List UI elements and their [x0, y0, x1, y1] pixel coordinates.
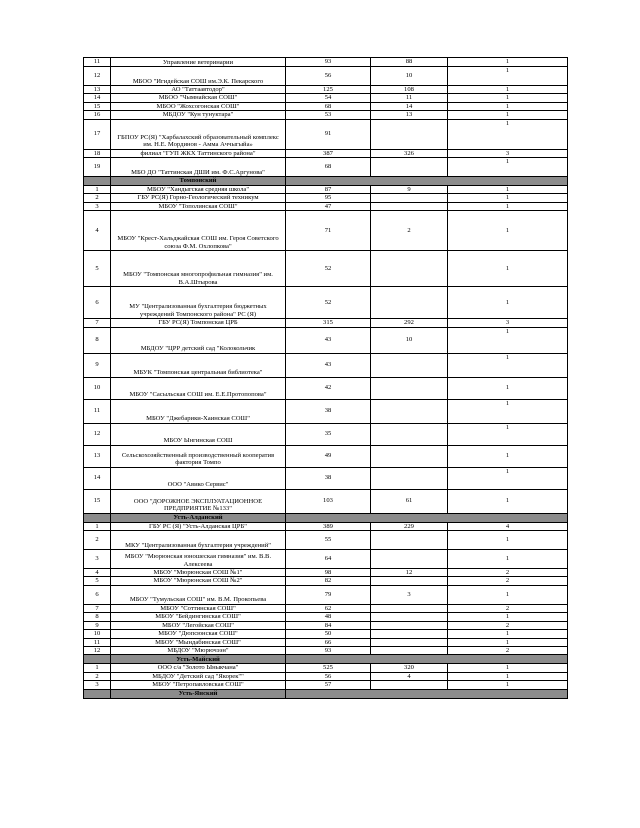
value-3-cell: 1 — [448, 158, 568, 177]
value-3-cell: 1 — [448, 111, 568, 119]
row-number-cell: 14 — [84, 467, 111, 489]
section-blank-cell — [84, 177, 111, 186]
value-3-cell: 1 — [448, 664, 568, 672]
organization-name-cell: Сельскохозяйственный производственный кооператив фактория Томпо — [111, 445, 286, 467]
value-1-cell: 66 — [286, 638, 371, 646]
value-3-cell: 1 — [448, 186, 568, 194]
organization-name-cell: МБОУ "Крест-Хальджайская СОШ им. Героя Советского союза Ф.М. Охлопкова" — [111, 211, 286, 251]
table-row — [84, 251, 568, 287]
section-header-row — [84, 655, 568, 664]
value-2-cell — [371, 251, 448, 287]
value-2-cell — [371, 423, 448, 445]
row-number-cell: 12 — [84, 646, 111, 654]
organization-name-cell: ГБПОУ РС(Я) "Харбалахский образовательный комплекс им. Н.Е. Мординов - Амма Аччыгыйа» — [111, 119, 286, 149]
value-2-cell: 320 — [371, 664, 448, 672]
table-row — [84, 287, 568, 319]
row-number-cell: 15 — [84, 489, 111, 513]
value-1-cell: 38 — [286, 399, 371, 423]
organization-name-cell: МБОУ "Соттинская СОШ" — [111, 604, 286, 612]
table-body — [84, 58, 568, 699]
row-number-cell: 1 — [84, 664, 111, 672]
value-3-cell: 4 — [448, 522, 568, 530]
table-row — [84, 202, 568, 210]
table-row — [84, 67, 568, 86]
row-number-cell: 1 — [84, 522, 111, 530]
table-row — [84, 158, 568, 177]
organization-name-cell: МКУ "Централизованная бухгалтерия учреждений" — [111, 531, 286, 550]
organization-name-cell: МБДОУ "Детский сад "Якорек"" — [111, 672, 286, 680]
section-blank-cell — [286, 689, 568, 698]
organization-name-cell: МБДОУ "Кун тунуктара" — [111, 111, 286, 119]
organization-name-cell: МБОУ "Тумульская СОШ" им. В.М. Прокопьева — [111, 585, 286, 604]
value-2-cell: 2 — [371, 211, 448, 251]
organization-name-cell: МБОУ "Дюпсюнская СОШ" — [111, 630, 286, 638]
value-3-cell: 1 — [448, 489, 568, 513]
organization-name-cell: МБУК "Томпонская центральная библиотека" — [111, 353, 286, 377]
row-number-cell: 11 — [84, 638, 111, 646]
value-3-cell: 2 — [448, 569, 568, 577]
table-row — [84, 102, 568, 110]
row-number-cell: 19 — [84, 158, 111, 177]
section-blank-cell — [286, 177, 568, 186]
table-row — [84, 319, 568, 327]
table-row — [84, 94, 568, 102]
table-row — [84, 646, 568, 654]
row-number-cell: 8 — [84, 613, 111, 621]
value-1-cell: 98 — [286, 569, 371, 577]
value-2-cell — [371, 577, 448, 585]
table-row — [84, 522, 568, 530]
value-3-cell: 2 — [448, 646, 568, 654]
value-1-cell: 43 — [286, 353, 371, 377]
value-1-cell: 48 — [286, 613, 371, 621]
organization-name-cell: ГБУ РС(Я) Томпонская ЦРБ — [111, 319, 286, 327]
table-row — [84, 585, 568, 604]
value-1-cell: 125 — [286, 86, 371, 94]
table-row — [84, 681, 568, 689]
organization-name-cell: ООО "ДОРОЖНОЕ ЭКСПЛУАТАЦИОННОЕ ПРЕДПРИЯТИЕ №133" — [111, 489, 286, 513]
table-row — [84, 613, 568, 621]
row-number-cell: 8 — [84, 327, 111, 353]
value-2-cell — [371, 638, 448, 646]
row-number-cell: 9 — [84, 621, 111, 629]
value-3-cell: 1 — [448, 86, 568, 94]
value-3-cell: 1 — [448, 287, 568, 319]
value-3-cell: 1 — [448, 202, 568, 210]
value-2-cell — [371, 119, 448, 149]
value-2-cell: 11 — [371, 94, 448, 102]
table-row — [84, 423, 568, 445]
section-header-row — [84, 513, 568, 522]
table-row — [84, 638, 568, 646]
value-2-cell: 10 — [371, 67, 448, 86]
organization-name-cell: МБДОУ "Мюрючээн" — [111, 646, 286, 654]
value-3-cell: 2 — [448, 621, 568, 629]
organizations-table — [83, 57, 568, 699]
value-3-cell: 1 — [448, 638, 568, 646]
value-3-cell: 1 — [448, 681, 568, 689]
value-3-cell: 1 — [448, 630, 568, 638]
row-number-cell: 17 — [84, 119, 111, 149]
value-2-cell — [371, 630, 448, 638]
organization-name-cell: МБОО "Чымнайская СОШ" — [111, 94, 286, 102]
organization-name-cell: МБОУ "Мындабинская СОШ" — [111, 638, 286, 646]
value-3-cell: 1 — [448, 119, 568, 149]
section-title: Усть-Алданский — [111, 513, 286, 522]
row-number-cell: 3 — [84, 550, 111, 569]
value-1-cell: 387 — [286, 149, 371, 157]
value-2-cell: 229 — [371, 522, 448, 530]
value-3-cell: 3 — [448, 319, 568, 327]
table-row — [84, 149, 568, 157]
value-1-cell: 55 — [286, 531, 371, 550]
value-3-cell: 1 — [448, 550, 568, 569]
table-row — [84, 399, 568, 423]
row-number-cell: 16 — [84, 111, 111, 119]
section-blank-cell — [286, 655, 568, 664]
value-3-cell: 1 — [448, 613, 568, 621]
table-row — [84, 327, 568, 353]
organization-name-cell: филиал "ГУП ЖКХ Таттинского района" — [111, 149, 286, 157]
table-row — [84, 569, 568, 577]
value-1-cell: 43 — [286, 327, 371, 353]
value-3-cell: 1 — [448, 327, 568, 353]
value-1-cell: 315 — [286, 319, 371, 327]
value-2-cell — [371, 621, 448, 629]
organization-name-cell: ООО "Авико Сервис" — [111, 467, 286, 489]
table-row — [84, 550, 568, 569]
value-1-cell: 52 — [286, 287, 371, 319]
organization-name-cell: МБОУ "Бейдингинская СОШ" — [111, 613, 286, 621]
table-row — [84, 621, 568, 629]
value-2-cell: 108 — [371, 86, 448, 94]
row-number-cell: 9 — [84, 353, 111, 377]
row-number-cell: 6 — [84, 585, 111, 604]
value-2-cell: 10 — [371, 327, 448, 353]
row-number-cell: 1 — [84, 186, 111, 194]
value-1-cell: 82 — [286, 577, 371, 585]
value-2-cell: 13 — [371, 111, 448, 119]
value-3-cell: 1 — [448, 377, 568, 399]
value-1-cell: 35 — [286, 423, 371, 445]
value-2-cell: 292 — [371, 319, 448, 327]
value-1-cell: 38 — [286, 467, 371, 489]
value-1-cell: 93 — [286, 58, 371, 67]
value-2-cell — [371, 194, 448, 202]
value-2-cell — [371, 377, 448, 399]
value-3-cell: 1 — [448, 353, 568, 377]
value-2-cell — [371, 445, 448, 467]
section-header-row — [84, 177, 568, 186]
organization-name-cell: МБОУ "Джебарики-Хаинская СОШ" — [111, 399, 286, 423]
row-number-cell: 5 — [84, 251, 111, 287]
value-2-cell — [371, 467, 448, 489]
value-2-cell — [371, 646, 448, 654]
value-2-cell: 61 — [371, 489, 448, 513]
section-blank-cell — [286, 513, 568, 522]
value-1-cell: 68 — [286, 158, 371, 177]
table-row — [84, 58, 568, 67]
row-number-cell: 18 — [84, 149, 111, 157]
value-3-cell: 1 — [448, 672, 568, 680]
row-number-cell: 15 — [84, 102, 111, 110]
value-1-cell: 64 — [286, 550, 371, 569]
table-row — [84, 577, 568, 585]
value-1-cell: 54 — [286, 94, 371, 102]
section-blank-cell — [84, 655, 111, 664]
row-number-cell: 14 — [84, 94, 111, 102]
row-number-cell: 2 — [84, 531, 111, 550]
value-1-cell: 50 — [286, 630, 371, 638]
value-1-cell: 103 — [286, 489, 371, 513]
row-number-cell: 11 — [84, 58, 111, 67]
value-2-cell — [371, 550, 448, 569]
value-2-cell — [371, 604, 448, 612]
value-1-cell: 68 — [286, 102, 371, 110]
value-1-cell: 91 — [286, 119, 371, 149]
row-number-cell: 2 — [84, 194, 111, 202]
organization-name-cell: Управление ветеринарии — [111, 58, 286, 67]
value-1-cell: 49 — [286, 445, 371, 467]
row-number-cell: 12 — [84, 423, 111, 445]
organization-name-cell: МБОУ "Сасыльская СОШ им. Е.Е.Протопопова" — [111, 377, 286, 399]
table-row — [84, 630, 568, 638]
value-2-cell: 4 — [371, 672, 448, 680]
value-1-cell: 57 — [286, 681, 371, 689]
organization-name-cell: МБОУ Ынгинская СОШ — [111, 423, 286, 445]
table-row — [84, 377, 568, 399]
section-header-row — [84, 689, 568, 698]
row-number-cell: 13 — [84, 445, 111, 467]
value-2-cell — [371, 202, 448, 210]
organization-name-cell: ГБУ РС(Я) Горно-Геологический техникум — [111, 194, 286, 202]
organization-name-cell: ООО с/а "Золото Ыныкчана" — [111, 664, 286, 672]
row-number-cell: 4 — [84, 569, 111, 577]
value-1-cell: 52 — [286, 251, 371, 287]
table-row — [84, 119, 568, 149]
value-2-cell — [371, 681, 448, 689]
row-number-cell: 3 — [84, 202, 111, 210]
organization-name-cell: МБО ДО "Таттинская ДШИ им. Ф.С.Аргунова" — [111, 158, 286, 177]
table-row — [84, 211, 568, 251]
section-blank-cell — [84, 513, 111, 522]
value-2-cell — [371, 353, 448, 377]
row-number-cell: 10 — [84, 630, 111, 638]
organization-name-cell: МБОУ "Тополинская СОШ" — [111, 202, 286, 210]
row-number-cell: 11 — [84, 399, 111, 423]
organization-name-cell: МБОУ "Хандыгская средняя школа" — [111, 186, 286, 194]
value-3-cell: 1 — [448, 67, 568, 86]
value-2-cell: 326 — [371, 149, 448, 157]
table-row — [84, 489, 568, 513]
value-1-cell: 87 — [286, 186, 371, 194]
value-3-cell: 1 — [448, 102, 568, 110]
value-2-cell: 12 — [371, 569, 448, 577]
row-number-cell: 4 — [84, 211, 111, 251]
row-number-cell: 6 — [84, 287, 111, 319]
value-2-cell — [371, 613, 448, 621]
value-3-cell: 1 — [448, 251, 568, 287]
value-3-cell: 2 — [448, 604, 568, 612]
value-1-cell: 79 — [286, 585, 371, 604]
table-row — [84, 672, 568, 680]
organization-name-cell: МБОУ "Петропавловская СОШ" — [111, 681, 286, 689]
row-number-cell: 5 — [84, 577, 111, 585]
table-row — [84, 86, 568, 94]
value-1-cell: 525 — [286, 664, 371, 672]
organization-name-cell: МБОУ "Легойская СОШ" — [111, 621, 286, 629]
value-1-cell: 53 — [286, 111, 371, 119]
section-title: Усть-Майский — [111, 655, 286, 664]
value-2-cell — [371, 287, 448, 319]
row-number-cell: 13 — [84, 86, 111, 94]
section-title: Усть-Янский — [111, 689, 286, 698]
table-row — [84, 664, 568, 672]
organization-name-cell: МБДОУ "ЦРР детский сад "Колокольчик — [111, 327, 286, 353]
row-number-cell: 10 — [84, 377, 111, 399]
row-number-cell: 3 — [84, 681, 111, 689]
value-3-cell: 1 — [448, 445, 568, 467]
value-3-cell: 3 — [448, 149, 568, 157]
organization-name-cell: МБОУ "Мюрюнская юношеская гимназия" им. В.В. Алексеева — [111, 550, 286, 569]
value-1-cell: 56 — [286, 672, 371, 680]
data-sheet — [83, 57, 568, 699]
value-1-cell: 62 — [286, 604, 371, 612]
organization-name-cell: МБОУ "Мюрюнская СОШ №1" — [111, 569, 286, 577]
value-2-cell: 9 — [371, 186, 448, 194]
section-title: Томпонский — [111, 177, 286, 186]
row-number-cell: 7 — [84, 319, 111, 327]
organization-name-cell: МБОУ "Мюрюнская СОШ №2" — [111, 577, 286, 585]
value-1-cell: 95 — [286, 194, 371, 202]
value-1-cell: 56 — [286, 67, 371, 86]
organization-name-cell: МБОУ "Томпонская многопрофильная гимназия" им. В.А.Штырова — [111, 251, 286, 287]
value-3-cell: 1 — [448, 399, 568, 423]
value-1-cell: 93 — [286, 646, 371, 654]
value-1-cell: 84 — [286, 621, 371, 629]
table-row — [84, 194, 568, 202]
organization-name-cell: ГБУ РС (Я) "Усть-Алданская ЦРБ" — [111, 522, 286, 530]
value-3-cell: 1 — [448, 194, 568, 202]
value-3-cell: 1 — [448, 467, 568, 489]
value-1-cell: 389 — [286, 522, 371, 530]
value-1-cell: 47 — [286, 202, 371, 210]
organization-name-cell: МУ "Централизованная бухгалтерия бюджетных учреждений Томпонского района" РС (Я) — [111, 287, 286, 319]
organization-name-cell: МБОО "Игидейская СОШ им.Э.К. Пекарского — [111, 67, 286, 86]
value-1-cell: 42 — [286, 377, 371, 399]
value-2-cell — [371, 399, 448, 423]
organization-name-cell: АО "Таттаавтодор" — [111, 86, 286, 94]
table-row — [84, 445, 568, 467]
section-blank-cell — [84, 689, 111, 698]
table-row — [84, 186, 568, 194]
value-3-cell: 1 — [448, 585, 568, 604]
table-row — [84, 467, 568, 489]
table-row — [84, 353, 568, 377]
value-2-cell — [371, 158, 448, 177]
value-3-cell: 1 — [448, 211, 568, 251]
value-2-cell: 3 — [371, 585, 448, 604]
value-2-cell: 88 — [371, 58, 448, 67]
value-3-cell: 1 — [448, 531, 568, 550]
value-2-cell — [371, 531, 448, 550]
value-3-cell: 1 — [448, 94, 568, 102]
value-2-cell: 14 — [371, 102, 448, 110]
value-3-cell: 1 — [448, 58, 568, 67]
table-row — [84, 111, 568, 119]
value-3-cell: 1 — [448, 423, 568, 445]
row-number-cell: 7 — [84, 604, 111, 612]
organization-name-cell: МБОО "Жохсогонская СОШ" — [111, 102, 286, 110]
table-row — [84, 604, 568, 612]
row-number-cell: 12 — [84, 67, 111, 86]
value-3-cell: 2 — [448, 577, 568, 585]
table-row — [84, 531, 568, 550]
value-1-cell: 71 — [286, 211, 371, 251]
row-number-cell: 2 — [84, 672, 111, 680]
